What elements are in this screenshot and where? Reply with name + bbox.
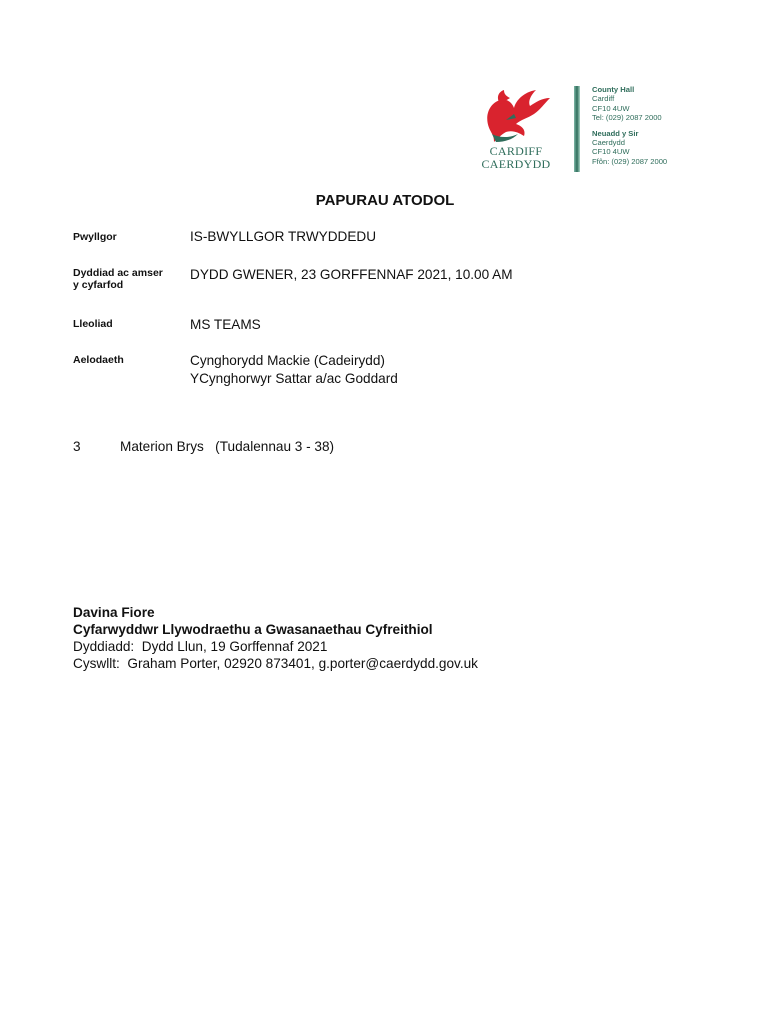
address-en-title: County Hall <box>592 85 635 94</box>
address-divider-bar <box>574 86 580 172</box>
venue-label: Lleoliad <box>73 318 113 330</box>
committee-label: Pwyllgor <box>73 231 117 243</box>
dragon-icon <box>470 84 562 146</box>
cardiff-council-logo <box>470 84 562 176</box>
address-cy-tel: Ffôn: (029) 2087 2000 <box>592 156 668 166</box>
signatory-name: Davina Fiore <box>73 605 155 620</box>
address-cy-city: Caerdydd <box>592 138 625 148</box>
datetime-value: DYDD GWENER, 23 GORFFENNAF 2021, 10.00 AM <box>190 267 513 282</box>
venue-value: MS TEAMS <box>190 317 261 332</box>
logo-word-caerdydd: CAERDYDD <box>481 157 551 171</box>
address-en-tel: Tel: (029) 2087 2000 <box>592 113 662 123</box>
logo-word-cardiff: CARDIFF <box>489 144 543 158</box>
address-cy-title: Neuadd y Sir <box>592 128 639 138</box>
agenda-item-number: 3 <box>73 439 81 454</box>
address-en-city: Cardiff <box>592 94 615 104</box>
address-en-postcode: CF10 4UW <box>592 103 630 113</box>
datetime-label-line1: Dyddiad ac amser <box>73 267 163 279</box>
agenda-item-text[interactable]: Materion Brys (Tudalennau 3 - 38) <box>120 439 335 454</box>
publication-date: Dyddiadd: Dydd Llun, 19 Gorffennaf 2021 <box>73 639 328 654</box>
membership-line-1: Cynghorydd Mackie (Cadeirydd) <box>190 353 385 368</box>
signatory-role: Cyfarwyddwr Llywodraethu a Gwasanaethau Cyfreithiol <box>73 622 433 637</box>
membership-line-2: YCynghorwyr Sattar a/ac Goddard <box>190 371 398 386</box>
contact-line: Cyswllt: Graham Porter, 02920 873401, g.porter@caerdydd.gov.uk <box>73 656 478 671</box>
address-cy-postcode: CF10 4UW <box>592 147 630 157</box>
membership-label: Aelodaeth <box>73 354 124 366</box>
datetime-label-line2: y cyfarfod <box>73 279 124 291</box>
committee-value: IS-BWYLLGOR TRWYDDEDU <box>190 229 377 244</box>
document-title: PAPURAU ATODOL <box>315 192 455 209</box>
address-block <box>592 85 667 166</box>
